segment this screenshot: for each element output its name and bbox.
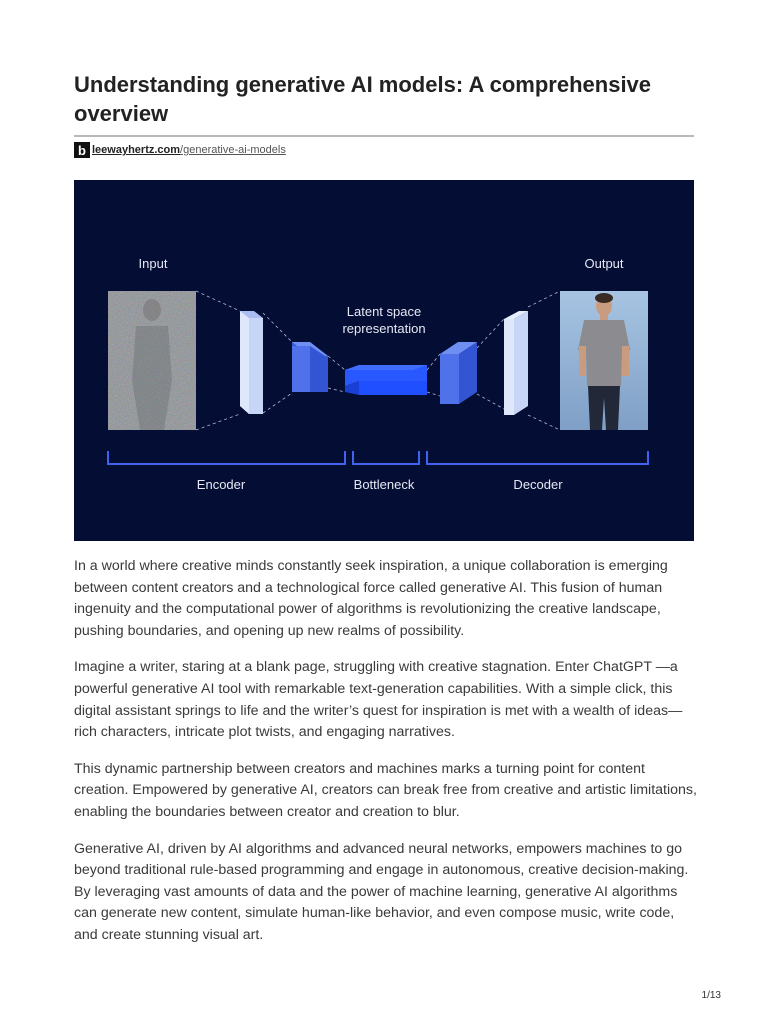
source-domain-link[interactable]: leewayhertz.com <box>92 144 181 156</box>
encoder-label: Encoder <box>196 477 246 492</box>
section-brackets <box>108 451 648 464</box>
source-path-link[interactable]: /generative-ai-models <box>180 144 286 156</box>
latent-space-label-line1: Latent space <box>346 304 422 319</box>
page-number: 1/13 <box>701 990 721 1001</box>
paragraph: Imagine a writer, staring at a blank page, struggling with creative stagnation. Enter ChatGPT —a powerful generative AI tool with remarkable text-generation capabilities. With a simple click, this digital assistant springs to life and the writer’s quest for inspiration is met with a wealth of ideas—rich characters, intricate plot twists, and engaging narratives. <box>74 659 683 741</box>
bottleneck-layer <box>345 365 427 395</box>
decoder-layer-2 <box>504 311 528 415</box>
article-title: Understanding generative AI models: A comprehensive overview <box>74 72 652 126</box>
autoencoder-diagram <box>74 180 694 541</box>
output-label: Output <box>584 256 624 271</box>
paragraph: Generative AI, driven by AI algorithms and advanced neural networks, empowers machines to go beyond traditional rule-based programming and engage in autonomous, creative decision-making. By leveraging vast amounts of data and the power of machine learning, generative AI algorithms can generate new content, simulate human-like behavior, and even compose music, write code, and create stunning visual art. <box>74 840 689 943</box>
input-label: Input <box>138 256 168 271</box>
latent-space-label-line2: representation <box>342 321 426 336</box>
site-logo-icon: b <box>74 142 90 158</box>
source-line <box>74 141 286 159</box>
decoder-layer-1 <box>440 342 477 404</box>
title-divider <box>74 135 694 137</box>
noisy-input-image <box>108 291 196 430</box>
encoder-layer-1 <box>240 311 263 414</box>
bottleneck-label: Bottleneck <box>353 477 415 492</box>
decoder-label: Decoder <box>513 477 563 492</box>
article-body <box>74 556 699 962</box>
output-photo <box>560 291 648 430</box>
encoder-layer-2 <box>292 342 328 392</box>
paragraph: This dynamic partnership between creators and machines marks a turning point for content creation. Empowered by generative AI, creators can break free from creative and artistic limitations, enabling the boundaries between creator and creation to blur. <box>74 760 697 820</box>
paragraph: In a world where creative minds constantly seek inspiration, a unique collaboration is emerging between content creators and a technological force called generative AI. This fusion of human ingenuity and the computational power of algorithms is revolutionizing the creative landscape, pushing boundaries, and opening up new realms of possibility. <box>74 558 668 639</box>
